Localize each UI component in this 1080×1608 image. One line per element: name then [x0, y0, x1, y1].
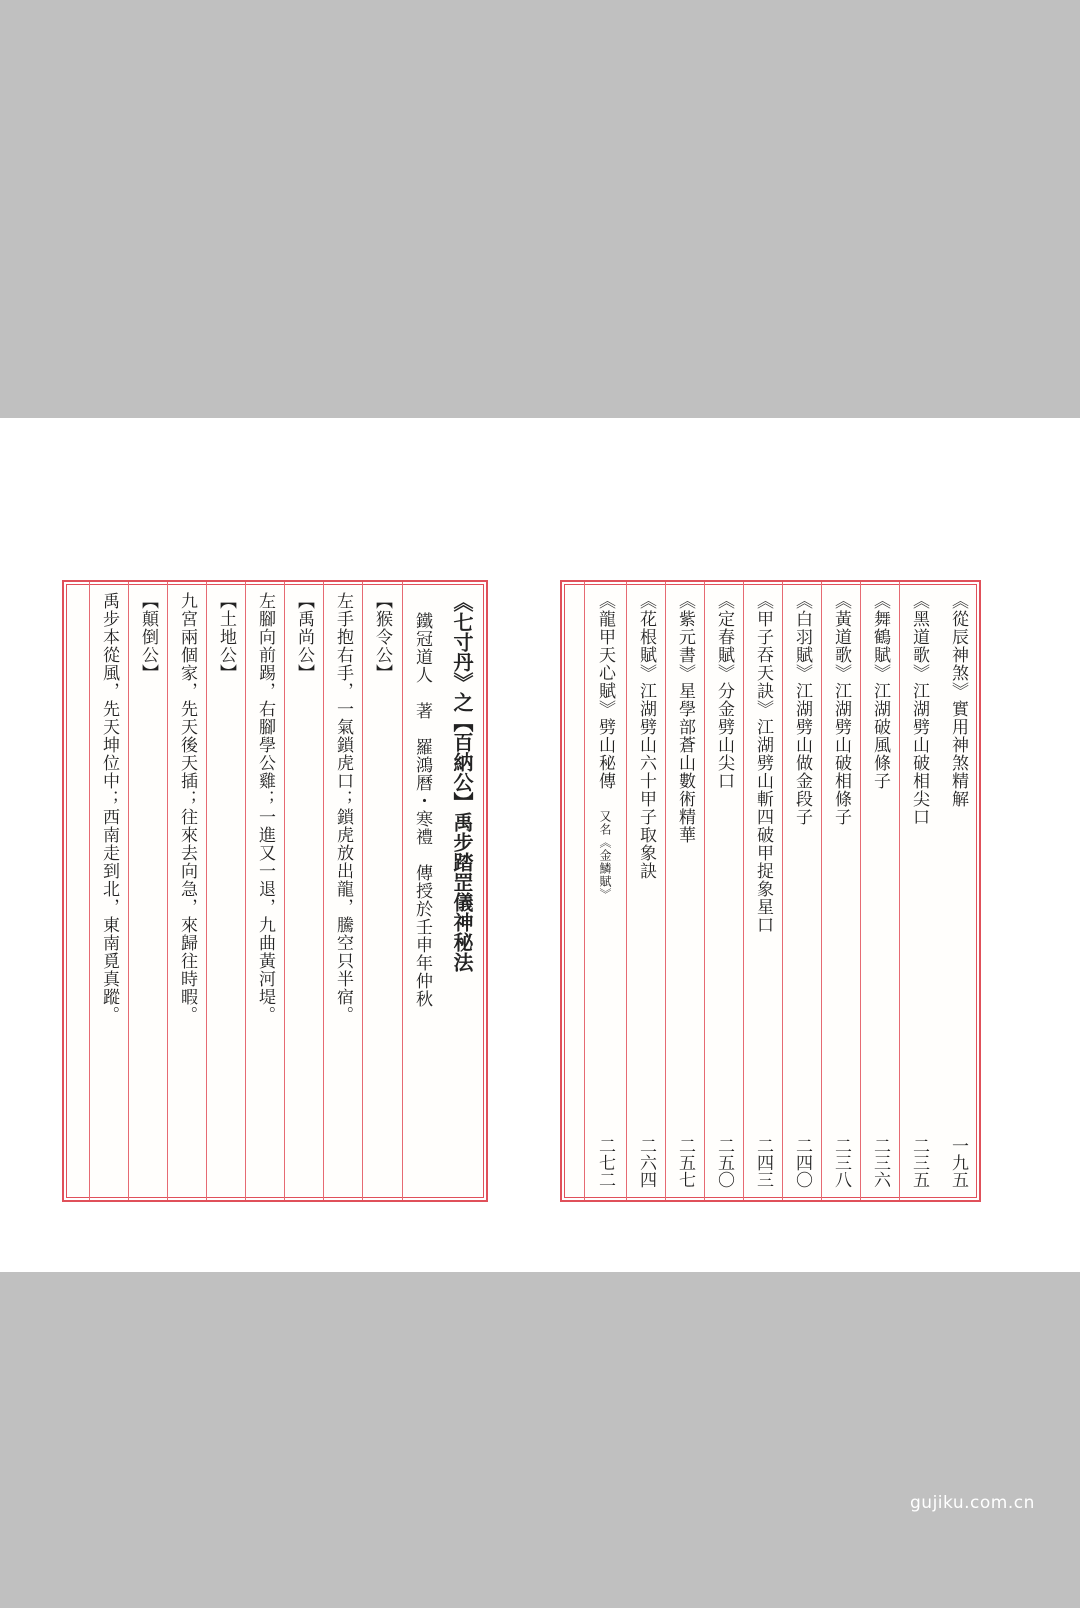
toc-entry-page: 二六四 — [636, 1137, 656, 1188]
toc-entry — [782, 582, 821, 1200]
toc-entry-page: 二七二 — [595, 1137, 615, 1188]
toc-entry — [821, 582, 860, 1200]
toc-entry-page: 一九五 — [948, 1137, 968, 1188]
chapter-title: 《七寸丹》之【百納公】禹步踏罡儀神秘法 — [450, 592, 474, 972]
verse-line: 禹步本從風，先天坤位中；西南走到北，東南覓真蹤。 — [99, 592, 119, 1024]
toc-entry — [860, 582, 899, 1200]
toc-entry-title: 《甲子吞天訣》江湖劈山斬四破甲捉象星口 — [753, 592, 773, 934]
text-column-6 — [167, 582, 206, 1200]
toc-entry-page: 二三八 — [831, 1137, 851, 1188]
toc-entry-title: 《白羽賦》江湖劈山做金段子 — [792, 592, 812, 826]
toc-entry-page: 二四〇 — [792, 1137, 812, 1188]
toc-entry-title: 《舞鶴賦》江湖破風條子 — [870, 592, 890, 790]
toc-entry-page: 二四三 — [753, 1137, 773, 1188]
text-column-7 — [128, 582, 167, 1200]
author-line: 鐵冠道人 著 羅鴻曆・寒禮 傳授於壬申年仲秋 — [412, 612, 432, 1008]
verse-line: 九宮兩個家，先天後天插；往來去向急，來歸往時暇。 — [177, 592, 197, 1024]
toc-entry-title: 《定春賦》分金劈山尖口 — [714, 592, 734, 790]
toc-entry-page: 二五〇 — [714, 1137, 734, 1188]
site-watermark: gujiku.com.cn — [910, 1493, 1035, 1513]
toc-entry-title: 《花根賦》江湖劈山六十甲子取象訣 — [636, 592, 656, 880]
toc-entry-page: 二三六 — [870, 1137, 890, 1188]
author-column — [402, 582, 442, 1200]
toc-entry-note: 又名《金鱗賦》 — [598, 810, 612, 901]
toc-entry-title: 《黃道歌》江湖劈山破相條子 — [831, 592, 851, 826]
toc-entry-title: 《黑道歌》江湖劈山破相尖口 — [909, 592, 929, 826]
toc-entry — [743, 582, 782, 1200]
text-column-1 — [362, 582, 402, 1200]
toc-entry-page: 二三五 — [909, 1137, 929, 1188]
verse-line: 左腳向前踢，右腳學公雞；一進又一退，九曲黃河堤。 — [255, 592, 275, 1024]
left-page — [62, 580, 488, 1202]
text-column-2 — [323, 582, 362, 1200]
toc-entry — [938, 582, 979, 1200]
text-column-3 — [284, 582, 323, 1200]
toc-entry — [626, 582, 665, 1200]
text-column-5 — [206, 582, 245, 1200]
toc-entry-title: 《從辰神煞》實用神煞精解 — [948, 592, 968, 808]
right-page — [560, 580, 981, 1202]
toc-entry — [704, 582, 743, 1200]
section-heading: 【猴令公】 — [372, 592, 392, 682]
title-column — [442, 582, 486, 1200]
text-column-8 — [89, 582, 128, 1200]
toc-entry-page: 二五七 — [675, 1137, 695, 1188]
section-heading: 【土地公】 — [216, 592, 236, 682]
section-heading: 【顛倒公】 — [138, 592, 158, 682]
toc-entry-title: 《龍甲天心賦》劈山秘傳 — [595, 592, 615, 790]
toc-entry — [584, 582, 626, 1200]
verse-line: 左手抱右手，一氣鎖虎口；鎖虎放出龍，騰空只半宿。 — [333, 592, 353, 1024]
section-heading: 【禹尚公】 — [294, 592, 314, 682]
toc-entry — [665, 582, 704, 1200]
text-column-4 — [245, 582, 284, 1200]
toc-entry-title: 《紫元書》星學部蒼山數術精華 — [675, 592, 695, 844]
toc-entry — [899, 582, 938, 1200]
